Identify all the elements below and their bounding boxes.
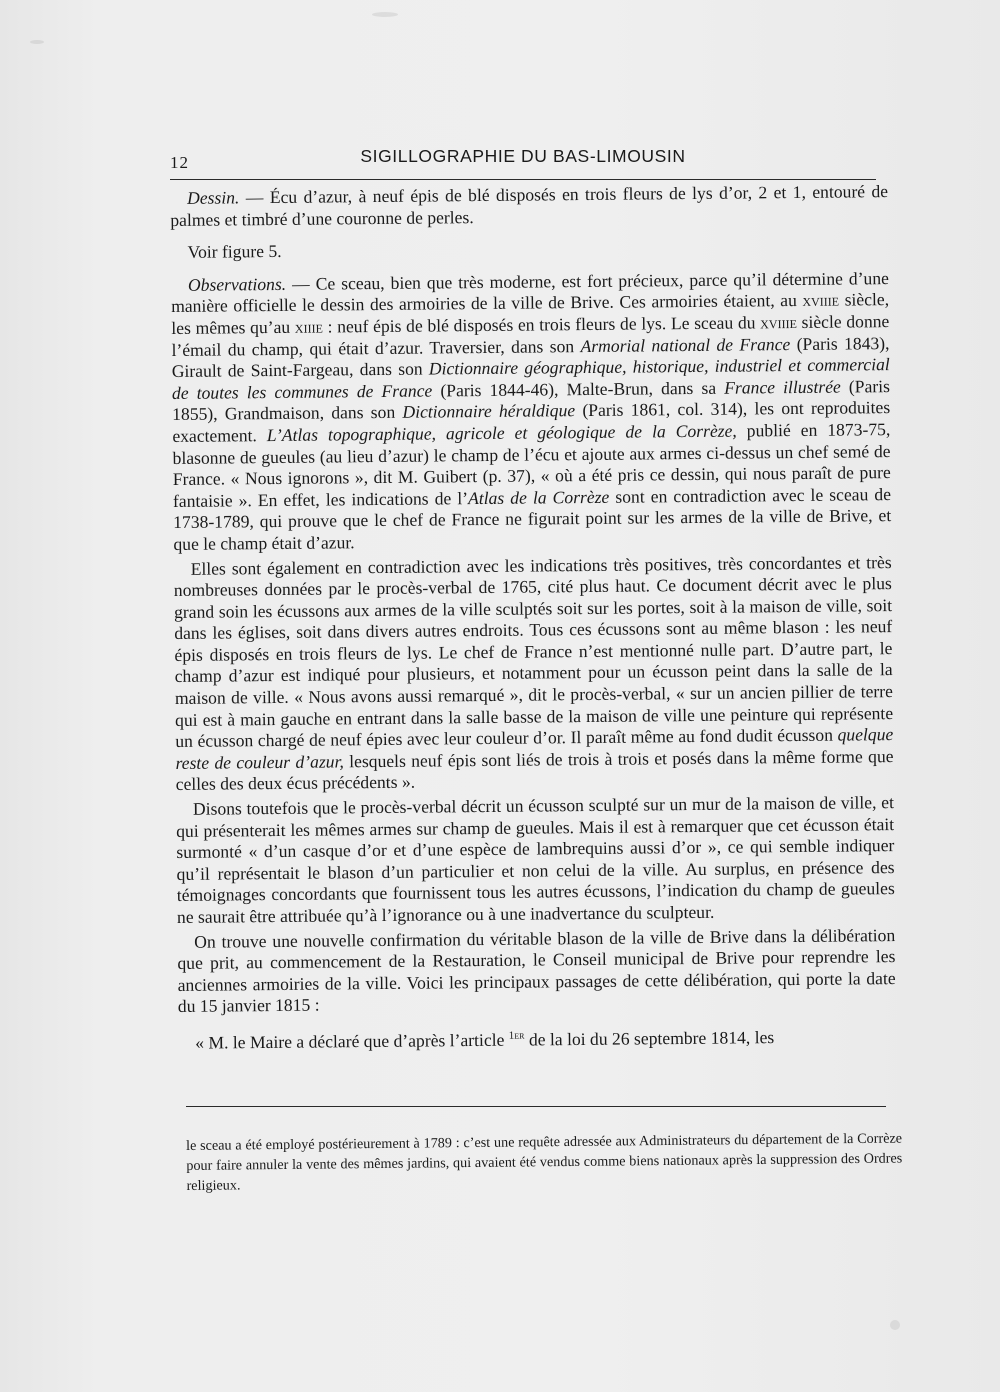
book-title: Atlas de la Corrèze (467, 486, 610, 508)
paragraph-elles (174, 552, 894, 796)
paragraph-dessin (170, 181, 888, 231)
text-run: siècle, les mêmes qu’au (171, 289, 890, 338)
running-title: SIGILLOGRAPHIE DU BAS-LIMOUSIN (360, 146, 686, 166)
paragraph-disons: Disons toutefois que le procès-verbal décrit un écusson sculpté sur un mur de la maison de ville, et qui présenterait les mêmes armes sur champ de gueules. Mais il est à remarquer que cet écusson était surmonté « d’un casque d’or et d’une espèce de lambrequins aussi d’or », ce qui semble indiquer qu’il représentait le blason d’un particulier et non celui de la ville. Au surplus, en présence des témoignages concordants que fournissent tous les autres écussons, l’indication du champ de gueules ne saurait être attribuée qu’à l’ignorance ou à une inadvertance du sculpteur. (176, 792, 895, 927)
text-run: publié en 1873-75, blasonne de gueules (au lieu d’azur) le champ de l’écu et ajoute aux armes ci-dessus un chef semé de France. « Nous ignorons », dit M. Guibert (p. 37), « où a été pris ce dessin, qui nous paraît de pure fantaisie ». En effet, les indications de l’ (172, 419, 891, 511)
text-run: Elles sont également en contradiction avec les indications très positives, très concordantes et très nombreuses données par le procès-verbal de 1765, cité plus haut. Ce document décrit avec le plus grand soin les écussons aux armes de la ville sculptés soit sur les portes, soit à la maison de ville, soit dans les églises, soit dans divers autres endroits. Tous ces écussons sont au même blason : les neuf épis disposés en trois fleurs de lys. Le chef de France n’est mentionné nulle part. D’autre part, le champ d’azur est indiqué pour plusieurs, et notamment pour un écusson peint dans la salle de la maison de ville. « Nous avons aussi remarqué », dit le procès-verbal, « sur un ancien pillier de terre qui est à main gauche en entrant dans la salle basse de la maison de ville une peinture qui représente un écusson chargé de neuf épies avec leur couleur d’or. Il paraît même au fond dudit écusson (173, 551, 894, 752)
scan-smudge (890, 1320, 900, 1330)
text-run: : neuf épis de blé disposés en trois fleurs de lys. Le sceau du (322, 312, 761, 337)
footnote (186, 1129, 903, 1196)
paragraph-on-trouve: On trouve une nouvelle confirmation du véritable blason de la ville de Brive dans la délibération que prit, au commencement de la Restauration, le Conseil municipal de Brive pour reprendre les anciennes armoiries de la ville. Voici les principaux passages de cette délibération, qui porte la date du 15 janvier 1815 : (177, 924, 896, 1017)
book-title: France illustrée (724, 376, 841, 398)
observations-label: Observations. (187, 273, 287, 295)
dessin-text: — Écu d’azur, à neuf épis de blé disposés en trois fleurs de lys d’or, 2 et 1, entouré de palmes et timbré d’une couronne de perles. (170, 181, 889, 230)
scan-smudge (30, 40, 44, 44)
scan-smudge (372, 12, 398, 17)
book-title: Dictionnaire héraldique (402, 400, 576, 423)
text-run: (Paris 1861, col. 314), les ont reproduites exactement. (172, 397, 891, 446)
text-run: (Paris 1855), Grandmaison, dans son (172, 375, 891, 425)
text-run: siècle donne l’émail du champ, qui était d’azur. Traversier, dans son (171, 311, 890, 360)
header-rule (170, 179, 876, 180)
paragraph-maire-quote (178, 1022, 896, 1054)
paragraph-voir-figure: Voir figure 5. (187, 241, 282, 263)
book-title: Dictionnaire géographique, historique, industriel et commercial de toutes les communes de France (171, 354, 890, 403)
footnote-rule (186, 1106, 886, 1107)
century-numeral: xiiie (294, 316, 323, 337)
text-run: lesquels neuf épis sont liés de trois à trois et posés dans la même forme que celles des deux écus précédents ». (175, 745, 894, 795)
text-run: — Ce sceau, bien que très moderne, est fort précieux, parce qu’il détermine d’une manière officielle le dessin des armoiries de la ville de Brive. Ces armoiries étaient, au (171, 267, 889, 317)
text-run: (Paris 1844-46), Malte-Brun, dans sa (432, 377, 725, 401)
century-numeral: xviiie (760, 311, 797, 333)
book-title: L’Atlas topographique, agricole et géologique de la Corrèze, (266, 420, 737, 446)
article-ordinal: 1er (508, 1029, 525, 1042)
dessin-label: Dessin. (186, 187, 240, 208)
page-header (170, 143, 876, 175)
text-run: sont en contradiction avec le sceau de 1738-1789, qui prouve que le chef de France ne figurait point sur les armes de la ville de Brive, et que le champ était d’azur. (173, 483, 892, 554)
century-numeral: xviiie (802, 289, 840, 311)
text-run: « M. le Maire a déclaré que d’après l’article (195, 1029, 509, 1053)
text-run: de la loi du 26 septembre 1814, les (524, 1027, 775, 1050)
footnote-text: le sceau a été employé postérieurement à 1789 : c’est une requête adressée aux Administrateurs du département de la Corrèze pour faire annuler la vente des mêmes jardins, qui avaient été vendus comme biens nationaux après la suppression des Ordres religieux. (186, 1130, 903, 1194)
quoted-italic: quelque reste de couleur d’azur, (175, 724, 894, 773)
body-text (170, 181, 896, 1054)
text-run: (Paris 1843), Girault de Saint-Fargeau, dans son (171, 332, 890, 382)
book-title: Armorial national de France (580, 333, 791, 356)
page-number: 12 (170, 153, 189, 172)
paragraph-observations (171, 268, 892, 556)
